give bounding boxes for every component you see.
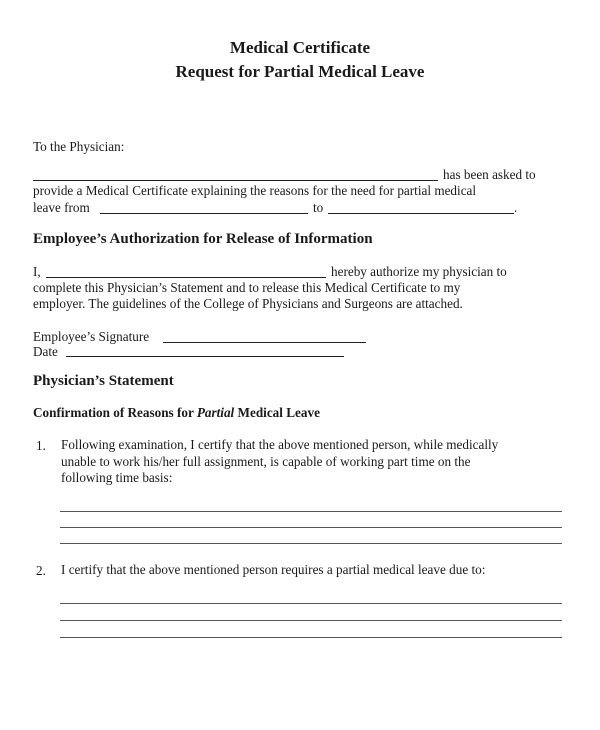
- confirmation-subheading: [33, 405, 320, 421]
- document-subtitle: Request for Partial Medical Leave: [175, 62, 425, 81]
- leave-from-label: leave from: [33, 200, 90, 215]
- hereby-authorize-text: hereby authorize my physician to: [331, 264, 507, 279]
- item-1-line-2: unable to work his/her full assignment, is capable of working part time on the: [61, 454, 471, 469]
- authorization-i-label: I,: [33, 264, 41, 279]
- document-title: Medical Certificate: [229, 38, 371, 57]
- item-1-line-1: Following examination, I certify that the above mentioned person, while medically: [61, 437, 499, 452]
- provide-certificate-text: provide a Medical Certificate explaining the reasons for the need for partial medical: [33, 183, 477, 198]
- item-1-answer-line[interactable]: [60, 511, 562, 512]
- subheading-italic: Partial: [196, 405, 235, 420]
- subheading-suffix: Medical Leave: [234, 405, 320, 420]
- employee-name-field[interactable]: [33, 180, 438, 181]
- authorization-name-field[interactable]: [46, 277, 326, 278]
- leave-to-label: to: [313, 200, 324, 215]
- item-2-number: 2.: [36, 563, 46, 578]
- leave-to-field[interactable]: [328, 213, 514, 214]
- date-label: Date: [33, 344, 58, 359]
- item-1-answer-line[interactable]: [60, 527, 562, 528]
- subheading-prefix: Confirmation of Reasons for: [33, 405, 197, 420]
- item-1-line-3: following time basis:: [61, 470, 173, 485]
- employee-signature-label: Employee’s Signature: [33, 329, 150, 344]
- authorization-line-2: complete this Physician’s Statement and to release this Medical Certificate to my: [33, 280, 461, 295]
- salutation: To the Physician:: [33, 139, 125, 154]
- has-been-asked-text: has been asked to: [443, 167, 536, 182]
- item-2-line-1: I certify that the above mentioned person requires a partial medical leave due to:: [61, 562, 486, 577]
- leave-from-field[interactable]: [100, 213, 308, 214]
- item-2-answer-line[interactable]: [60, 637, 562, 638]
- physician-statement-heading: Physician’s Statement: [33, 373, 174, 389]
- date-field[interactable]: [66, 356, 344, 357]
- employee-signature-field[interactable]: [163, 342, 366, 343]
- item-2-answer-line[interactable]: [60, 620, 562, 621]
- authorization-line-3: employer. The guidelines of the College of Physicians and Surgeons are attached.: [33, 296, 463, 311]
- period-text: .: [514, 200, 518, 215]
- authorization-heading: Employee’s Authorization for Release of Information: [33, 231, 373, 247]
- item-2-answer-line[interactable]: [60, 603, 562, 604]
- item-1-number: 1.: [36, 438, 46, 453]
- item-1-answer-line[interactable]: [60, 543, 562, 544]
